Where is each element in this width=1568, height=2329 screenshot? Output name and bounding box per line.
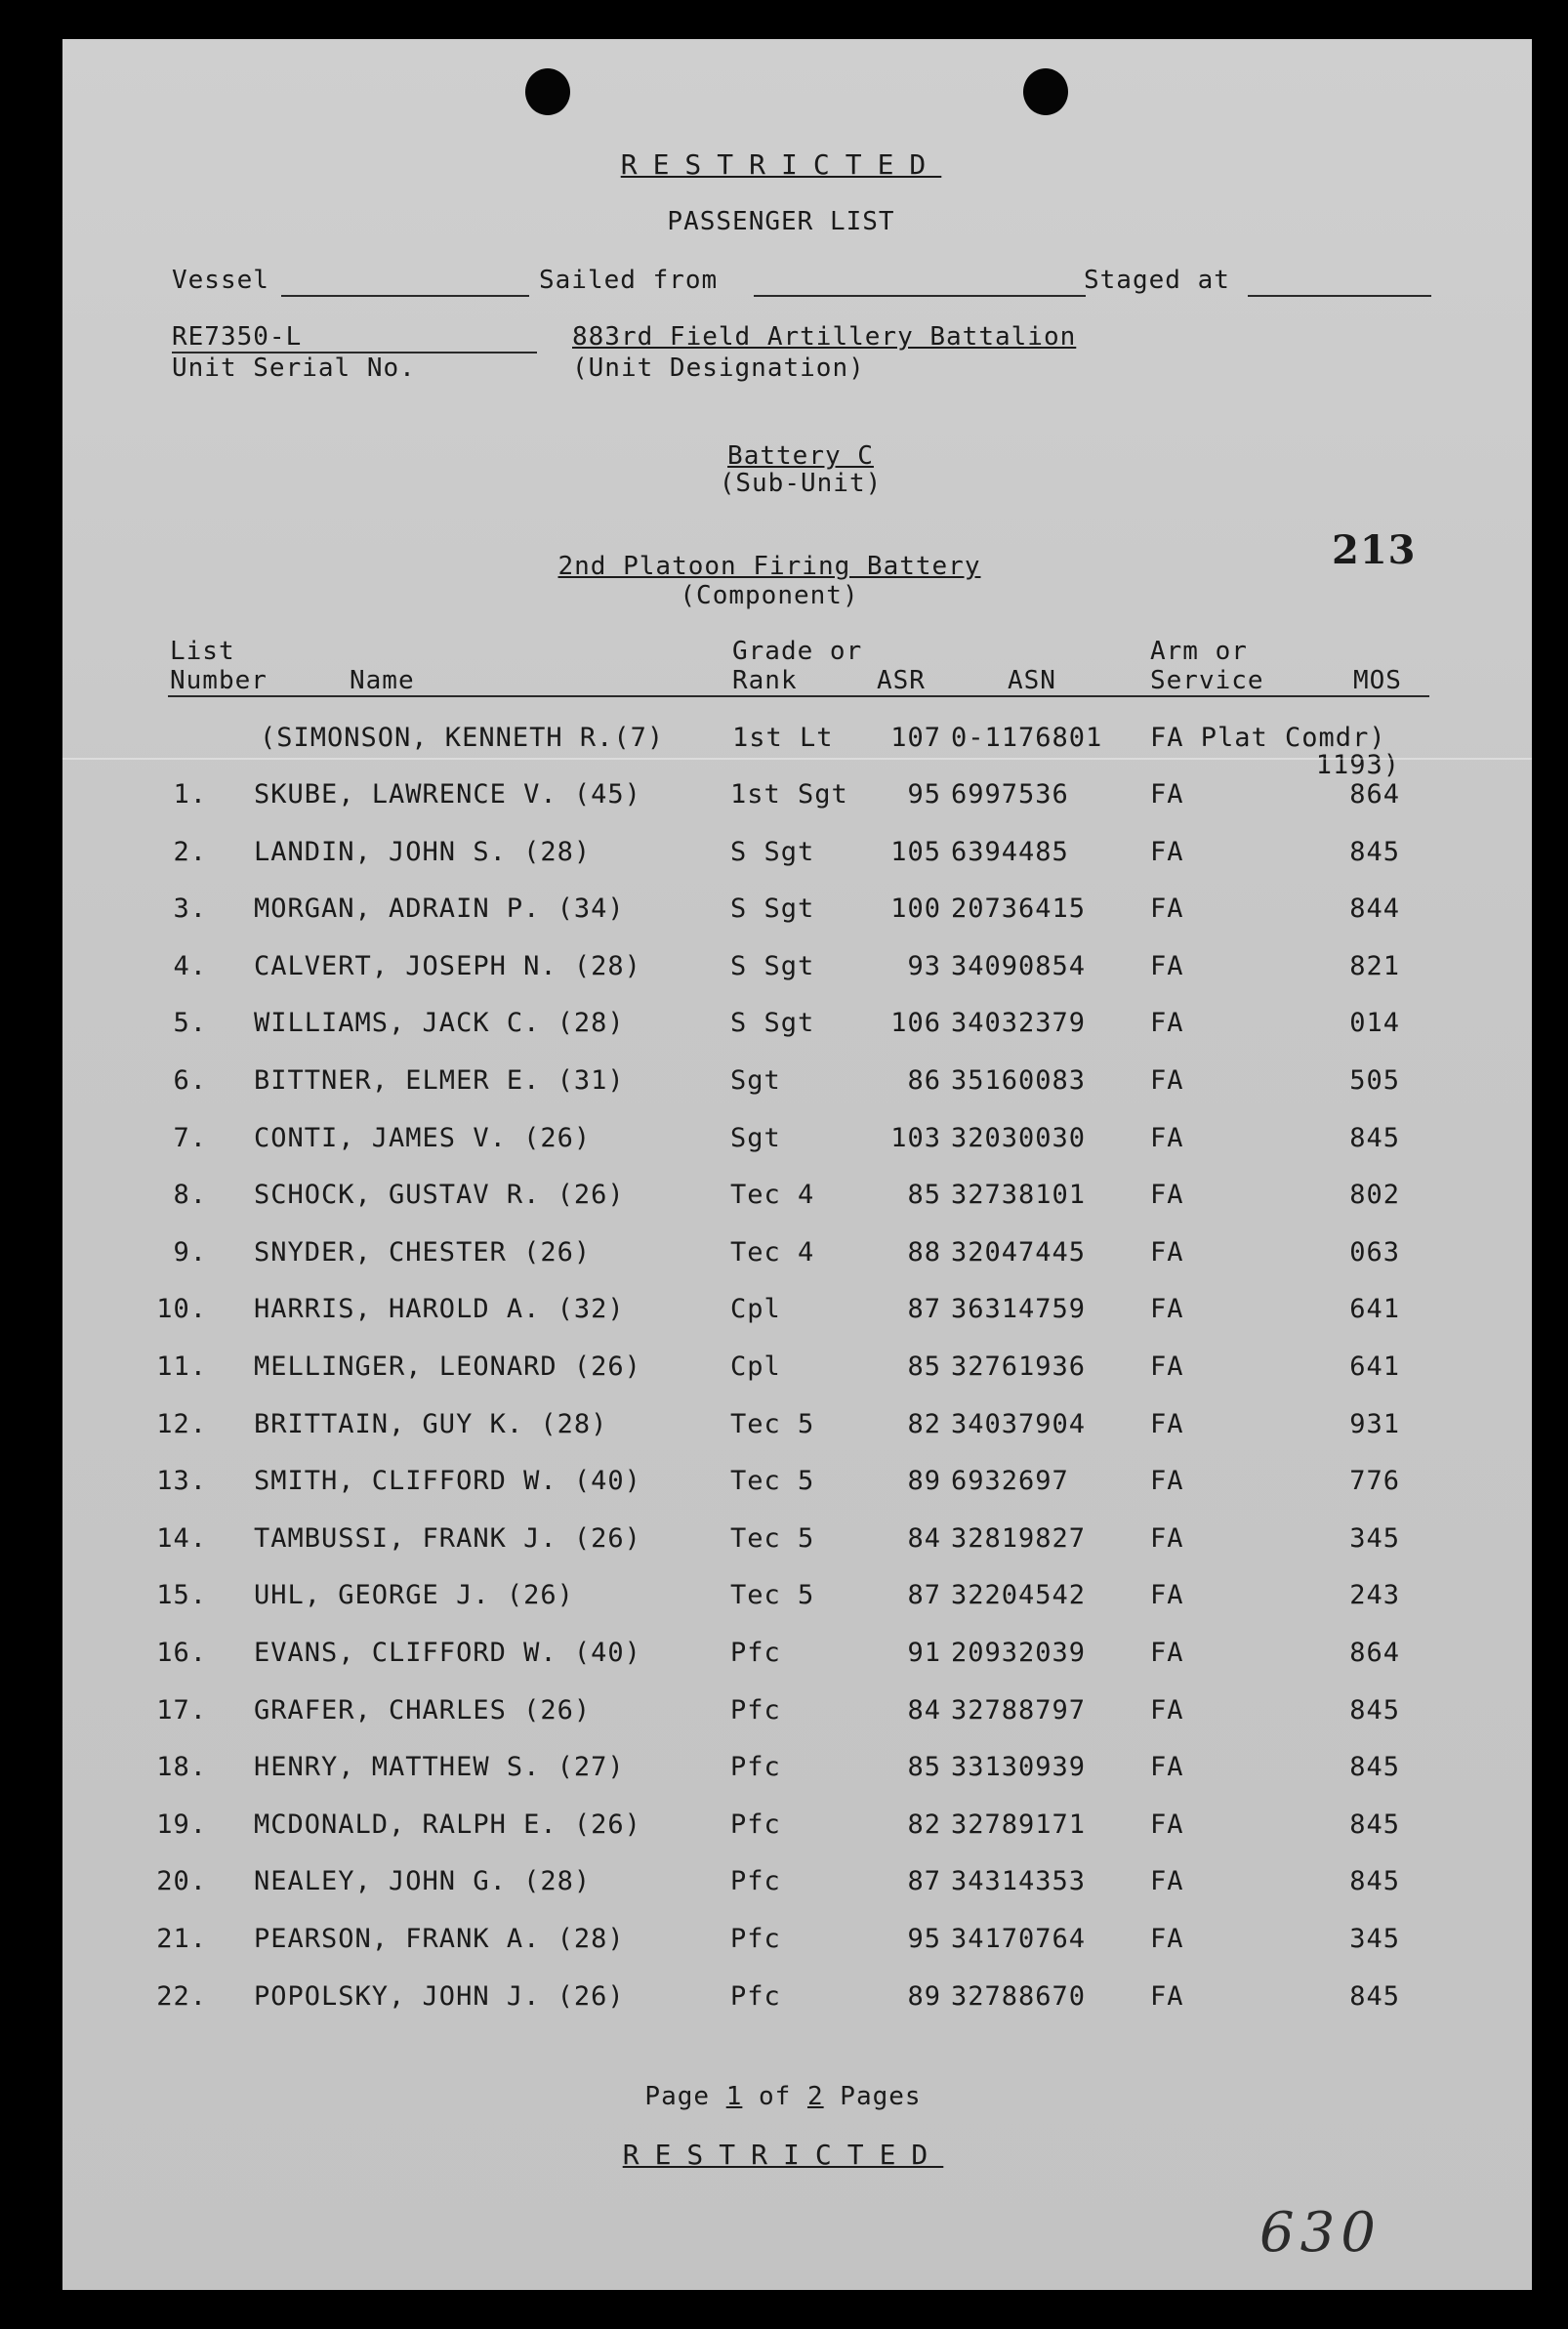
row-mos: 014 [1349,1008,1400,1038]
row-asn: 6997536 [951,779,1069,810]
row-grade: Tec 5 [730,1409,815,1439]
row-arm: FA [1150,1123,1184,1153]
sub-unit-value: Battery C [727,441,874,471]
row-mos: 845 [1349,837,1400,867]
row-mos: 845 [1349,1695,1400,1726]
row-grade: 1st Sgt [730,779,848,810]
row-asr: 106 [890,1008,941,1038]
row-grade: Sgt [730,1123,781,1153]
officer-grade: 1st Lt [732,723,834,753]
row-number: 21. [156,1924,207,1954]
row-number: 20. [156,1866,207,1896]
row-asr: 85 [907,1352,941,1382]
officer-mos: 1193) [1315,750,1400,780]
row-grade: Cpl [730,1294,781,1324]
row-asn: 32789171 [951,1809,1087,1840]
row-number: 6. [173,1065,207,1096]
row-number: 14. [156,1523,207,1554]
row-asr: 82 [907,1409,941,1439]
row-asr: 87 [907,1294,941,1324]
scan-line [62,758,1532,760]
row-asr: 85 [907,1180,941,1210]
row-asr: 86 [907,1065,941,1096]
row-mos: 243 [1349,1580,1400,1610]
row-grade: S Sgt [730,1008,815,1038]
row-arm: FA [1150,1924,1184,1954]
row-name: SCHOCK, GUSTAV R. (26) [254,1180,625,1210]
row-name: BRITTAIN, GUY K. (28) [254,1409,608,1439]
row-asn: 34037904 [951,1409,1087,1439]
row-mos: 845 [1349,1752,1400,1782]
row-number: 12. [156,1409,207,1439]
row-mos: 641 [1349,1352,1400,1382]
row-number: 22. [156,1981,207,2012]
row-mos: 345 [1349,1924,1400,1954]
row-grade: Pfc [730,1752,781,1782]
row-grade: Pfc [730,1809,781,1840]
row-asn: 33130939 [951,1752,1087,1782]
col-asr: ASR [877,666,926,695]
page-current: 1 [725,2082,743,2111]
page-prefix: Page [644,2082,711,2111]
row-grade: Pfc [730,1695,781,1726]
row-number: 19. [156,1809,207,1840]
row-asr: 91 [907,1638,941,1668]
row-asn: 32788670 [951,1981,1087,2012]
header-rule [168,695,1429,697]
row-grade: Tec 5 [730,1580,815,1610]
col-list-number-line1: List [170,637,235,666]
row-number: 8. [173,1180,207,1210]
col-grade-line2: Rank [732,666,798,695]
staged-at-label: Staged at [1084,266,1230,295]
row-asr: 84 [907,1695,941,1726]
row-name: SNYDER, CHESTER (26) [254,1237,592,1268]
col-list-number-line2: Number [170,666,268,695]
row-arm: FA [1150,951,1184,981]
row-grade: Tec 5 [730,1466,815,1496]
vessel-label: Vessel [172,266,269,295]
handwritten-number: 630 [1259,2201,1382,2265]
row-mos: 345 [1349,1523,1400,1554]
staged-at-blank [1248,295,1431,297]
row-arm: FA [1150,894,1184,924]
row-grade: S Sgt [730,894,815,924]
row-name: CALVERT, JOSEPH N. (28) [254,951,641,981]
row-grade: Pfc [730,1924,781,1954]
document-title: PASSENGER LIST [667,207,895,236]
row-arm: FA [1150,1981,1184,2012]
row-mos: 063 [1349,1237,1400,1268]
officer-arm: FA Plat Comdr) [1150,723,1386,753]
row-grade: Tec 4 [730,1180,815,1210]
row-number: 16. [156,1638,207,1668]
row-name: TAMBUSSI, FRANK J. (26) [254,1523,641,1554]
row-name: SKUBE, LAWRENCE V. (45) [254,779,641,810]
row-mos: 864 [1349,1638,1400,1668]
row-asn: 35160083 [951,1065,1087,1096]
row-name: SMITH, CLIFFORD W. (40) [254,1466,641,1496]
row-arm: FA [1150,1065,1184,1096]
col-name: Name [350,666,415,695]
row-grade: S Sgt [730,837,815,867]
sailed-from-blank [754,295,1086,297]
unit-serial-label: Unit Serial No. [172,354,416,383]
row-arm: FA [1150,1466,1184,1496]
row-arm: FA [1150,1237,1184,1268]
vessel-blank [281,295,529,297]
row-grade: Sgt [730,1065,781,1096]
row-grade: Pfc [730,1866,781,1896]
row-asn: 34090854 [951,951,1087,981]
row-name: LANDIN, JOHN S. (28) [254,837,592,867]
row-arm: FA [1150,1580,1184,1610]
row-asn: 32047445 [951,1237,1087,1268]
row-asn: 32738101 [951,1180,1087,1210]
row-name: MCDONALD, RALPH E. (26) [254,1809,641,1840]
row-name: HENRY, MATTHEW S. (27) [254,1752,625,1782]
component-label: (Component) [680,581,859,610]
classification-top: RESTRICTED [620,148,942,181]
row-arm: FA [1150,1294,1184,1324]
row-number: 9. [173,1237,207,1268]
row-number: 4. [173,951,207,981]
row-asn: 34032379 [951,1008,1087,1038]
row-grade: Pfc [730,1638,781,1668]
component-value: 2nd Platoon Firing Battery [557,552,981,581]
row-arm: FA [1150,1523,1184,1554]
row-asr: 87 [907,1866,941,1896]
row-number: 5. [173,1008,207,1038]
row-mos: 845 [1349,1981,1400,2012]
page-of: of [759,2082,792,2111]
row-arm: FA [1150,1409,1184,1439]
row-asr: 100 [890,894,941,924]
row-mos: 845 [1349,1866,1400,1896]
col-arm-line2: Service [1150,666,1264,695]
row-asn: 6394485 [951,837,1069,867]
row-asr: 89 [907,1466,941,1496]
row-name: BITTNER, ELMER E. (31) [254,1065,625,1096]
row-asr: 105 [890,837,941,867]
row-asr: 103 [890,1123,941,1153]
page-indicator [644,2082,921,2111]
row-asr: 89 [907,1981,941,2012]
row-grade: Cpl [730,1352,781,1382]
row-grade: Tec 5 [730,1523,815,1554]
row-name: CONTI, JAMES V. (26) [254,1123,592,1153]
row-number: 10. [156,1294,207,1324]
row-mos: 844 [1349,894,1400,924]
row-name: GRAFER, CHARLES (26) [254,1695,592,1726]
row-mos: 776 [1349,1466,1400,1496]
row-arm: FA [1150,779,1184,810]
row-asn: 20736415 [951,894,1087,924]
row-name: NEALEY, JOHN G. (28) [254,1866,592,1896]
unit-serial-value: RE7350-L [172,322,303,352]
sailed-from-label: Sailed from [539,266,719,295]
row-asr: 95 [907,779,941,810]
row-mos: 821 [1349,951,1400,981]
row-arm: FA [1150,1752,1184,1782]
row-arm: FA [1150,1866,1184,1896]
unit-designation-label: (Unit Designation) [572,354,865,383]
row-grade: Pfc [730,1981,781,2012]
row-arm: FA [1150,1809,1184,1840]
row-name: WILLIAMS, JACK C. (28) [254,1008,625,1038]
row-asn: 32761936 [951,1352,1087,1382]
punch-hole-right [1023,68,1068,115]
row-asn: 32204542 [951,1580,1087,1610]
row-name: HARRIS, HAROLD A. (32) [254,1294,625,1324]
row-grade: Tec 4 [730,1237,815,1268]
row-name: EVANS, CLIFFORD W. (40) [254,1638,641,1668]
row-mos: 845 [1349,1123,1400,1153]
row-asr: 84 [907,1523,941,1554]
row-number: 3. [173,894,207,924]
row-asr: 95 [907,1924,941,1954]
row-asn: 34170764 [951,1924,1087,1954]
row-asn: 6932697 [951,1466,1069,1496]
row-number: 18. [156,1752,207,1782]
row-grade: S Sgt [730,951,815,981]
row-asr: 87 [907,1580,941,1610]
row-asr: 82 [907,1809,941,1840]
officer-name: (SIMONSON, KENNETH R.(7) [260,723,665,753]
row-name: MELLINGER, LEONARD (26) [254,1352,641,1382]
row-number: 2. [173,837,207,867]
row-arm: FA [1150,1638,1184,1668]
col-arm-line1: Arm or [1150,637,1248,666]
row-asn: 36314759 [951,1294,1087,1324]
row-mos: 931 [1349,1409,1400,1439]
row-arm: FA [1150,1180,1184,1210]
row-number: 17. [156,1695,207,1726]
row-asr: 88 [907,1237,941,1268]
document-page [62,39,1532,2290]
row-name: UHL, GEORGE J. (26) [254,1580,574,1610]
stamp-number: 213 [1332,527,1417,573]
row-arm: FA [1150,1008,1184,1038]
unit-designation-value: 883rd Field Artillery Battalion [572,322,1077,352]
row-arm: FA [1150,1695,1184,1726]
officer-asn: 0-1176801 [951,723,1103,753]
row-number: 15. [156,1580,207,1610]
row-number: 1. [173,779,207,810]
punch-hole-left [525,68,570,115]
officer-asr: 107 [890,723,941,753]
row-mos: 864 [1349,779,1400,810]
col-asn: ASN [1008,666,1056,695]
row-mos: 641 [1349,1294,1400,1324]
page-total: 2 [806,2082,824,2111]
row-asn: 32788797 [951,1695,1087,1726]
row-arm: FA [1150,837,1184,867]
row-mos: 845 [1349,1809,1400,1840]
row-name: PEARSON, FRANK A. (28) [254,1924,625,1954]
row-asn: 32819827 [951,1523,1087,1554]
row-number: 7. [173,1123,207,1153]
row-name: MORGAN, ADRAIN P. (34) [254,894,625,924]
row-asr: 93 [907,951,941,981]
col-grade-line1: Grade or [732,637,863,666]
page-suffix: Pages [840,2082,922,2111]
row-name: POPOLSKY, JOHN J. (26) [254,1981,625,2012]
row-mos: 802 [1349,1180,1400,1210]
row-number: 11. [156,1352,207,1382]
classification-bottom: RESTRICTED [622,2139,944,2171]
row-arm: FA [1150,1352,1184,1382]
row-asn: 32030030 [951,1123,1087,1153]
row-asn: 34314353 [951,1866,1087,1896]
row-mos: 505 [1349,1065,1400,1096]
row-asn: 20932039 [951,1638,1087,1668]
row-asr: 85 [907,1752,941,1782]
sub-unit-label: (Sub-Unit) [719,469,883,498]
row-number: 13. [156,1466,207,1496]
col-mos: MOS [1353,666,1402,695]
